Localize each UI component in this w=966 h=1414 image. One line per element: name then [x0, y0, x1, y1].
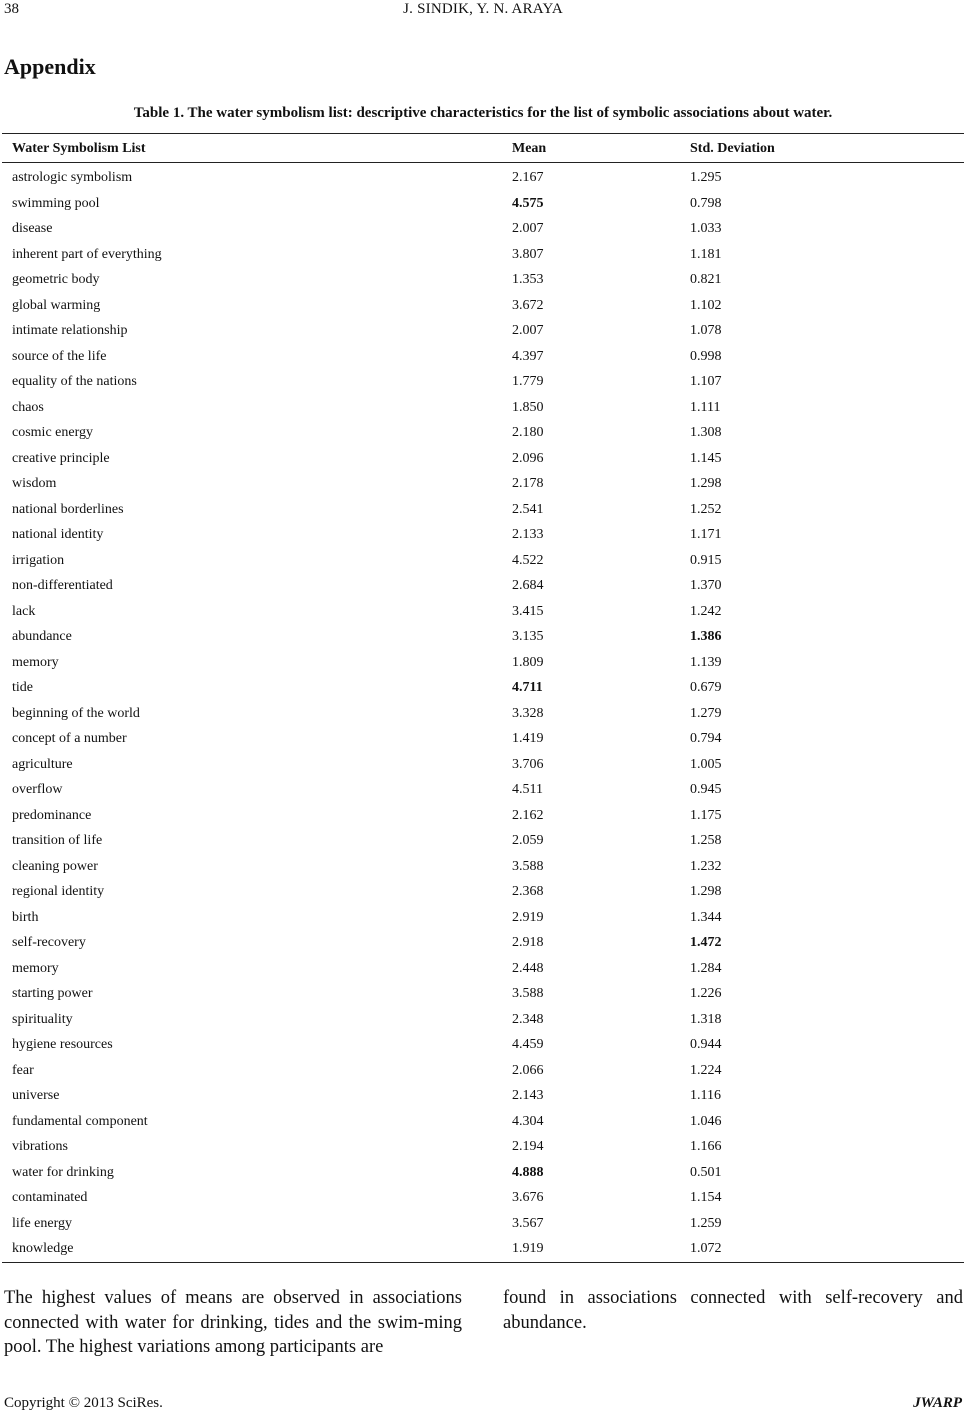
cell-sd: 1.116: [690, 1088, 721, 1103]
table-header-row: [2, 134, 964, 162]
cell-sd: 1.252: [690, 501, 722, 517]
table-row: [2, 395, 964, 421]
table-row: [2, 650, 964, 676]
cell-item: swimming pool: [12, 195, 100, 211]
cell-mean: 1.353: [512, 272, 544, 287]
cell-sd: 1.111: [690, 399, 721, 415]
cell-mean: 2.919: [512, 909, 544, 925]
cell-sd: 1.154: [690, 1190, 722, 1205]
table-row: [2, 369, 964, 395]
cell-item: birth: [12, 909, 39, 925]
cell-mean: 3.588: [512, 858, 544, 874]
cell-item: knowledge: [12, 1241, 74, 1256]
table-row: [2, 318, 964, 344]
cell-item: cosmic energy: [12, 425, 93, 440]
cell-mean: 2.143: [512, 1088, 544, 1103]
table-row: [2, 981, 964, 1007]
cell-sd: 1.318: [690, 1011, 722, 1027]
cell-mean: 2.194: [512, 1139, 544, 1154]
cell-sd: 1.298: [690, 884, 722, 899]
cell-mean: 2.178: [512, 476, 544, 491]
cell-mean: 3.706: [512, 756, 544, 772]
column-header-sd: Std. Deviation: [690, 141, 775, 156]
cell-sd: 1.344: [690, 909, 722, 925]
table-row: [2, 191, 964, 217]
cell-item: cleaning power: [12, 858, 98, 874]
cell-mean: 2.162: [512, 807, 544, 823]
table-row: [2, 1032, 964, 1058]
page-number: 38: [4, 1, 19, 17]
cell-item: vibrations: [12, 1139, 68, 1154]
table-row: [2, 446, 964, 472]
cell-item: creative principle: [12, 450, 110, 466]
cell-mean: 4.304: [512, 1113, 544, 1129]
cell-sd: 0.794: [690, 731, 722, 746]
cell-sd: 0.945: [690, 782, 722, 797]
table-row: [2, 854, 964, 880]
cell-mean: 1.419: [512, 731, 544, 746]
table-row: [2, 803, 964, 829]
body-text-right-column: found in associations connected with self-recovery and abundance.: [503, 1288, 963, 1333]
cell-mean: 2.180: [512, 425, 544, 440]
table-row: [2, 1083, 964, 1109]
cell-sd: 1.242: [690, 603, 722, 619]
cell-sd: 1.033: [690, 221, 722, 236]
cell-mean: 2.684: [512, 578, 544, 593]
table-body: [2, 163, 964, 1262]
table-row: [2, 701, 964, 727]
table-row: [2, 548, 964, 574]
table-row: [2, 752, 964, 778]
cell-item: universe: [12, 1088, 60, 1103]
cell-mean: 2.007: [512, 323, 544, 338]
cell-mean: 2.167: [512, 170, 544, 185]
cell-sd: 1.224: [690, 1062, 722, 1078]
table-row: [2, 828, 964, 854]
table-row: [2, 956, 964, 982]
cell-item: transition of life: [12, 833, 103, 848]
cell-mean: 4.522: [512, 552, 544, 568]
cell-item: astrologic symbolism: [12, 170, 133, 185]
cell-item: overflow: [12, 782, 63, 797]
cell-sd: 0.944: [690, 1037, 722, 1052]
table-row: [2, 1134, 964, 1160]
cell-mean: 3.415: [512, 603, 544, 619]
cell-item: self-recovery: [12, 935, 86, 950]
cell-item: chaos: [12, 399, 44, 415]
body-text-left-column: The highest values of means are observed in associations connected with water for drinking, tides and the swim-ming pool. The highest variations among participants are: [4, 1288, 462, 1357]
cell-mean: 3.672: [512, 297, 544, 313]
table-row: [2, 497, 964, 523]
column-header-mean: Mean: [512, 141, 547, 156]
cell-mean: 4.888: [512, 1164, 544, 1180]
cell-item: fundamental component: [12, 1113, 148, 1129]
data-table: [2, 133, 964, 1263]
cell-item: geometric body: [12, 272, 100, 287]
cell-sd: 1.472: [690, 935, 722, 950]
column-header-item: Water Symbolism List: [12, 141, 146, 156]
cell-item: source of the life: [12, 348, 107, 364]
cell-item: memory: [12, 654, 59, 670]
cell-item: hygiene resources: [12, 1037, 113, 1052]
cell-sd: 0.915: [690, 552, 722, 568]
cell-sd: 1.308: [690, 425, 722, 440]
cell-mean: 2.007: [512, 221, 544, 236]
cell-sd: 0.821: [690, 272, 722, 287]
cell-item: wisdom: [12, 476, 57, 491]
cell-mean: 2.448: [512, 960, 544, 976]
table-row: [2, 879, 964, 905]
table-row: [2, 267, 964, 293]
table-row: [2, 573, 964, 599]
cell-mean: 4.575: [512, 195, 544, 211]
cell-mean: 3.135: [512, 629, 544, 644]
cell-mean: 4.511: [512, 782, 543, 797]
cell-item: memory: [12, 960, 59, 976]
table-row: [2, 930, 964, 956]
cell-sd: 1.284: [690, 960, 722, 976]
table-row: [2, 242, 964, 268]
table-row: [2, 777, 964, 803]
cell-sd: 1.295: [690, 170, 722, 185]
cell-item: abundance: [12, 629, 72, 644]
cell-mean: 2.066: [512, 1062, 544, 1078]
cell-item: equality of the nations: [12, 374, 137, 389]
cell-item: tide: [12, 680, 33, 695]
cell-mean: 2.541: [512, 501, 544, 517]
footer-copyright: Copyright © 2013 SciRes.: [4, 1395, 163, 1411]
cell-mean: 3.676: [512, 1190, 544, 1205]
cell-mean: 4.711: [512, 680, 543, 695]
cell-mean: 1.850: [512, 399, 544, 415]
cell-sd: 1.259: [690, 1215, 722, 1231]
cell-sd: 1.166: [690, 1139, 722, 1154]
table-row: [2, 344, 964, 370]
cell-item: disease: [12, 221, 53, 236]
cell-mean: 2.368: [512, 884, 544, 899]
footer-journal: JWARP: [913, 1395, 962, 1411]
table-row: [2, 216, 964, 242]
cell-sd: 1.258: [690, 833, 722, 848]
cell-sd: 0.501: [690, 1164, 722, 1180]
table-row: [2, 1058, 964, 1084]
cell-mean: 1.809: [512, 654, 544, 670]
table-row: [2, 1236, 964, 1262]
table-row: [2, 1160, 964, 1186]
cell-sd: 1.175: [690, 807, 722, 823]
cell-item: agriculture: [12, 756, 73, 772]
cell-sd: 0.679: [690, 680, 722, 695]
cell-sd: 1.279: [690, 705, 722, 721]
cell-mean: 1.919: [512, 1241, 544, 1256]
cell-mean: 3.328: [512, 705, 544, 721]
cell-item: water for drinking: [12, 1164, 114, 1180]
cell-sd: 1.298: [690, 476, 722, 491]
cell-sd: 1.386: [690, 629, 722, 644]
cell-item: life energy: [12, 1215, 72, 1231]
cell-sd: 1.107: [690, 374, 722, 389]
cell-sd: 0.998: [690, 348, 722, 364]
cell-mean: 3.807: [512, 246, 544, 262]
cell-item: intimate relationship: [12, 323, 128, 338]
cell-item: concept of a number: [12, 731, 127, 746]
table-bottom-rule: [2, 1262, 964, 1263]
table-row: [2, 599, 964, 625]
cell-mean: 2.096: [512, 450, 544, 466]
table-row: [2, 522, 964, 548]
cell-sd: 1.181: [690, 246, 722, 262]
table-row: [2, 905, 964, 931]
cell-sd: 0.798: [690, 195, 722, 211]
table-row: [2, 420, 964, 446]
table-row: [2, 165, 964, 191]
cell-item: beginning of the world: [12, 705, 140, 721]
cell-sd: 1.072: [690, 1241, 722, 1256]
cell-sd: 1.102: [690, 297, 722, 313]
cell-sd: 1.226: [690, 986, 722, 1001]
cell-mean: 4.397: [512, 348, 544, 364]
cell-item: predominance: [12, 807, 92, 823]
table-row: [2, 1185, 964, 1211]
cell-sd: 1.005: [690, 756, 722, 772]
running-head: J. SINDIK, Y. N. ARAYA: [403, 1, 563, 17]
cell-item: fear: [12, 1062, 34, 1078]
cell-item: inherent part of everything: [12, 246, 162, 262]
cell-mean: 3.588: [512, 986, 544, 1001]
cell-mean: 2.348: [512, 1011, 544, 1027]
table-row: [2, 726, 964, 752]
cell-sd: 1.139: [690, 654, 722, 670]
table-row: [2, 624, 964, 650]
table-row: [2, 1007, 964, 1033]
cell-mean: 3.567: [512, 1215, 544, 1231]
cell-sd: 1.370: [690, 578, 722, 593]
table-row: [2, 675, 964, 701]
cell-item: global warming: [12, 297, 101, 313]
cell-item: starting power: [12, 986, 93, 1001]
cell-sd: 1.232: [690, 858, 722, 874]
table-caption: Table 1. The water symbolism list: descriptive characteristics for the list of symbolic associations about water.: [133, 105, 833, 121]
cell-sd: 1.171: [690, 527, 722, 542]
cell-item: non-differentiated: [12, 578, 113, 593]
cell-item: spirituality: [12, 1011, 73, 1027]
cell-item: contaminated: [12, 1190, 88, 1205]
cell-item: regional identity: [12, 884, 105, 899]
cell-item: national identity: [12, 527, 104, 542]
cell-item: national borderlines: [12, 501, 124, 517]
cell-mean: 2.918: [512, 935, 544, 950]
cell-sd: 1.046: [690, 1113, 722, 1129]
table-row: [2, 471, 964, 497]
cell-sd: 1.078: [690, 323, 722, 338]
cell-item: irrigation: [12, 552, 65, 568]
table-row: [2, 1109, 964, 1135]
section-title: Appendix: [4, 54, 96, 79]
cell-item: lack: [12, 603, 36, 619]
cell-mean: 2.059: [512, 833, 544, 848]
cell-mean: 4.459: [512, 1037, 544, 1052]
table-row: [2, 1211, 964, 1237]
table-row: [2, 293, 964, 319]
cell-sd: 1.145: [690, 450, 722, 466]
cell-mean: 2.133: [512, 527, 544, 542]
cell-mean: 1.779: [512, 374, 544, 389]
